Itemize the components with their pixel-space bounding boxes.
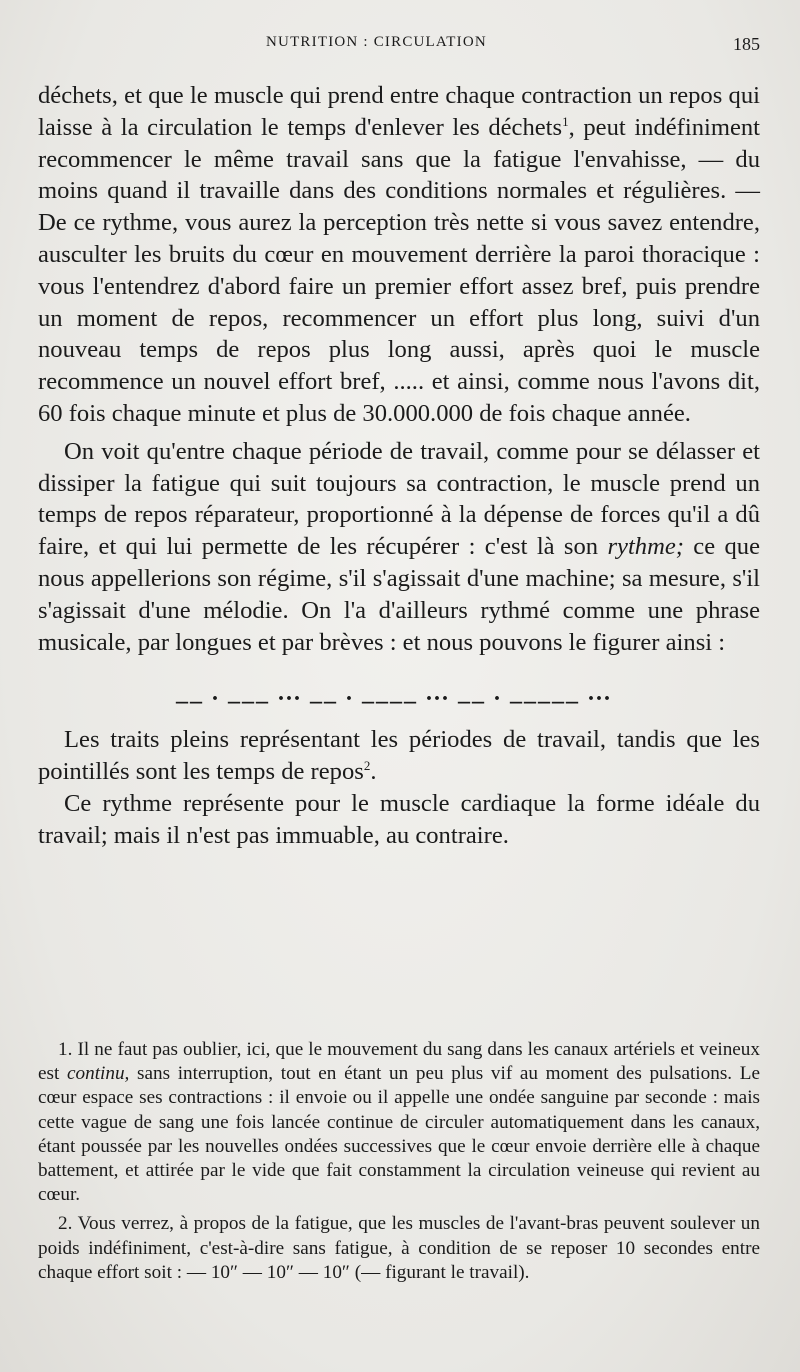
rhythm-figure: __ . ___ ... __ . ____ ... __ . _____ ... bbox=[176, 680, 612, 707]
running-head: NUTRITION : CIRCULATION bbox=[266, 34, 487, 50]
footnote-ref-1: 1 bbox=[562, 113, 569, 129]
paragraph-1-text-b: , peut indéfiniment recommencer le même travail sans que la fatigue l'envahisse, — du moins quand il travaille dans des conditions normales et régulières. — De ce rythme, vous aurez la perception très nette si vous savez entendre, ausculter les bruits du cœur en mouvement derrière la paroi thoracique : vous l'entendrez d'abord faire un premier effort assez bref, puis prendre un moment de repos, recommencer un effort plus long, suivi d'un nouveau temps de repos plus long aussi, après quoi le muscle recommence un nouvel effort bref, ..... et ainsi, comme nous l'avons dit, 60 fois chaque minute et plus de 30.000.000 de fois chaque année. bbox=[38, 113, 760, 427]
paragraph-1-text-a: déchets, et que le muscle qui prend entre chaque contraction un repos qui laisse à la circulation le temps d'enlever les déchets bbox=[38, 82, 760, 141]
footnote-2: 2. Vous verrez, à propos de la fatigue, que les muscles de l'avant-bras peuvent soulever un poids indéfiniment, c'est-à-dire sans fatigue, à condition de se reposer 10 secondes entre chaque effort soit : — 10″ — 10″ — 10″ (— figurant le travail). bbox=[38, 1213, 760, 1283]
footnote-1-emphasis: continu, bbox=[66, 1063, 130, 1085]
footnote-1-text-a: 1. Il ne faut pas oublier, ici, que le mouvement du sang dans les canaux artériels et veineux est bbox=[38, 1039, 760, 1085]
paragraph-3 bbox=[38, 724, 760, 788]
paragraph-2-text-b: ce que nous appellerions son régime, s'il s'agissait d'une machine; sa mesure, s'il s'agissait d'une mélodie. On l'a d'ailleurs rythmé comme une phrase musicale, par longues et par brèves : et nous pouvons le figurer ainsi : bbox=[38, 533, 760, 656]
paragraph-3-text-a: Les traits pleins représentant les périodes de travail, tandis que les pointillés sont les temps de repos bbox=[38, 726, 760, 786]
paragraph-2-text-a: On voit qu'entre chaque période de travail, comme pour se délasser et dissiper la fatigue qui suit toujours sa contraction, le muscle prend un temps de repos réparateur, proportionné à la dépense de forces qu'il a dû faire, et qui lui permette de les récupérer : c'est là son bbox=[38, 437, 760, 561]
paragraph-2 bbox=[38, 436, 760, 659]
page-header bbox=[38, 34, 760, 58]
paragraph-3-text-b: . bbox=[370, 758, 377, 786]
main-text bbox=[38, 80, 760, 852]
page-number: 185 bbox=[733, 34, 760, 54]
paragraph-1 bbox=[38, 80, 760, 430]
paragraph-2-emphasis: rythme; bbox=[607, 533, 684, 561]
footnotes bbox=[38, 1038, 760, 1285]
footnote-1-text-b: sans interruption, tout en étant un peu plus vif au moment des pulsations. Le cœur espace ses contractions : il envoie ou il appelle une ondée sanguine par seconde : mais cette vague de sang une fois lancée continue de circuler automatiquement dans les canaux, étant poussée par les nouvelles ondées successives que le cœur envoie derrière elle à chaque battement, et attirée par le vide que fait constamment la circulation veineuse qui revient au cœur. bbox=[38, 1063, 760, 1206]
footnote-1 bbox=[38, 1038, 760, 1207]
paragraph-4: Ce rythme représente pour le muscle cardiaque la forme idéale du travail; mais il n'est pas immuable, au contraire. bbox=[38, 789, 760, 849]
footnote-ref-2: 2 bbox=[363, 757, 371, 773]
